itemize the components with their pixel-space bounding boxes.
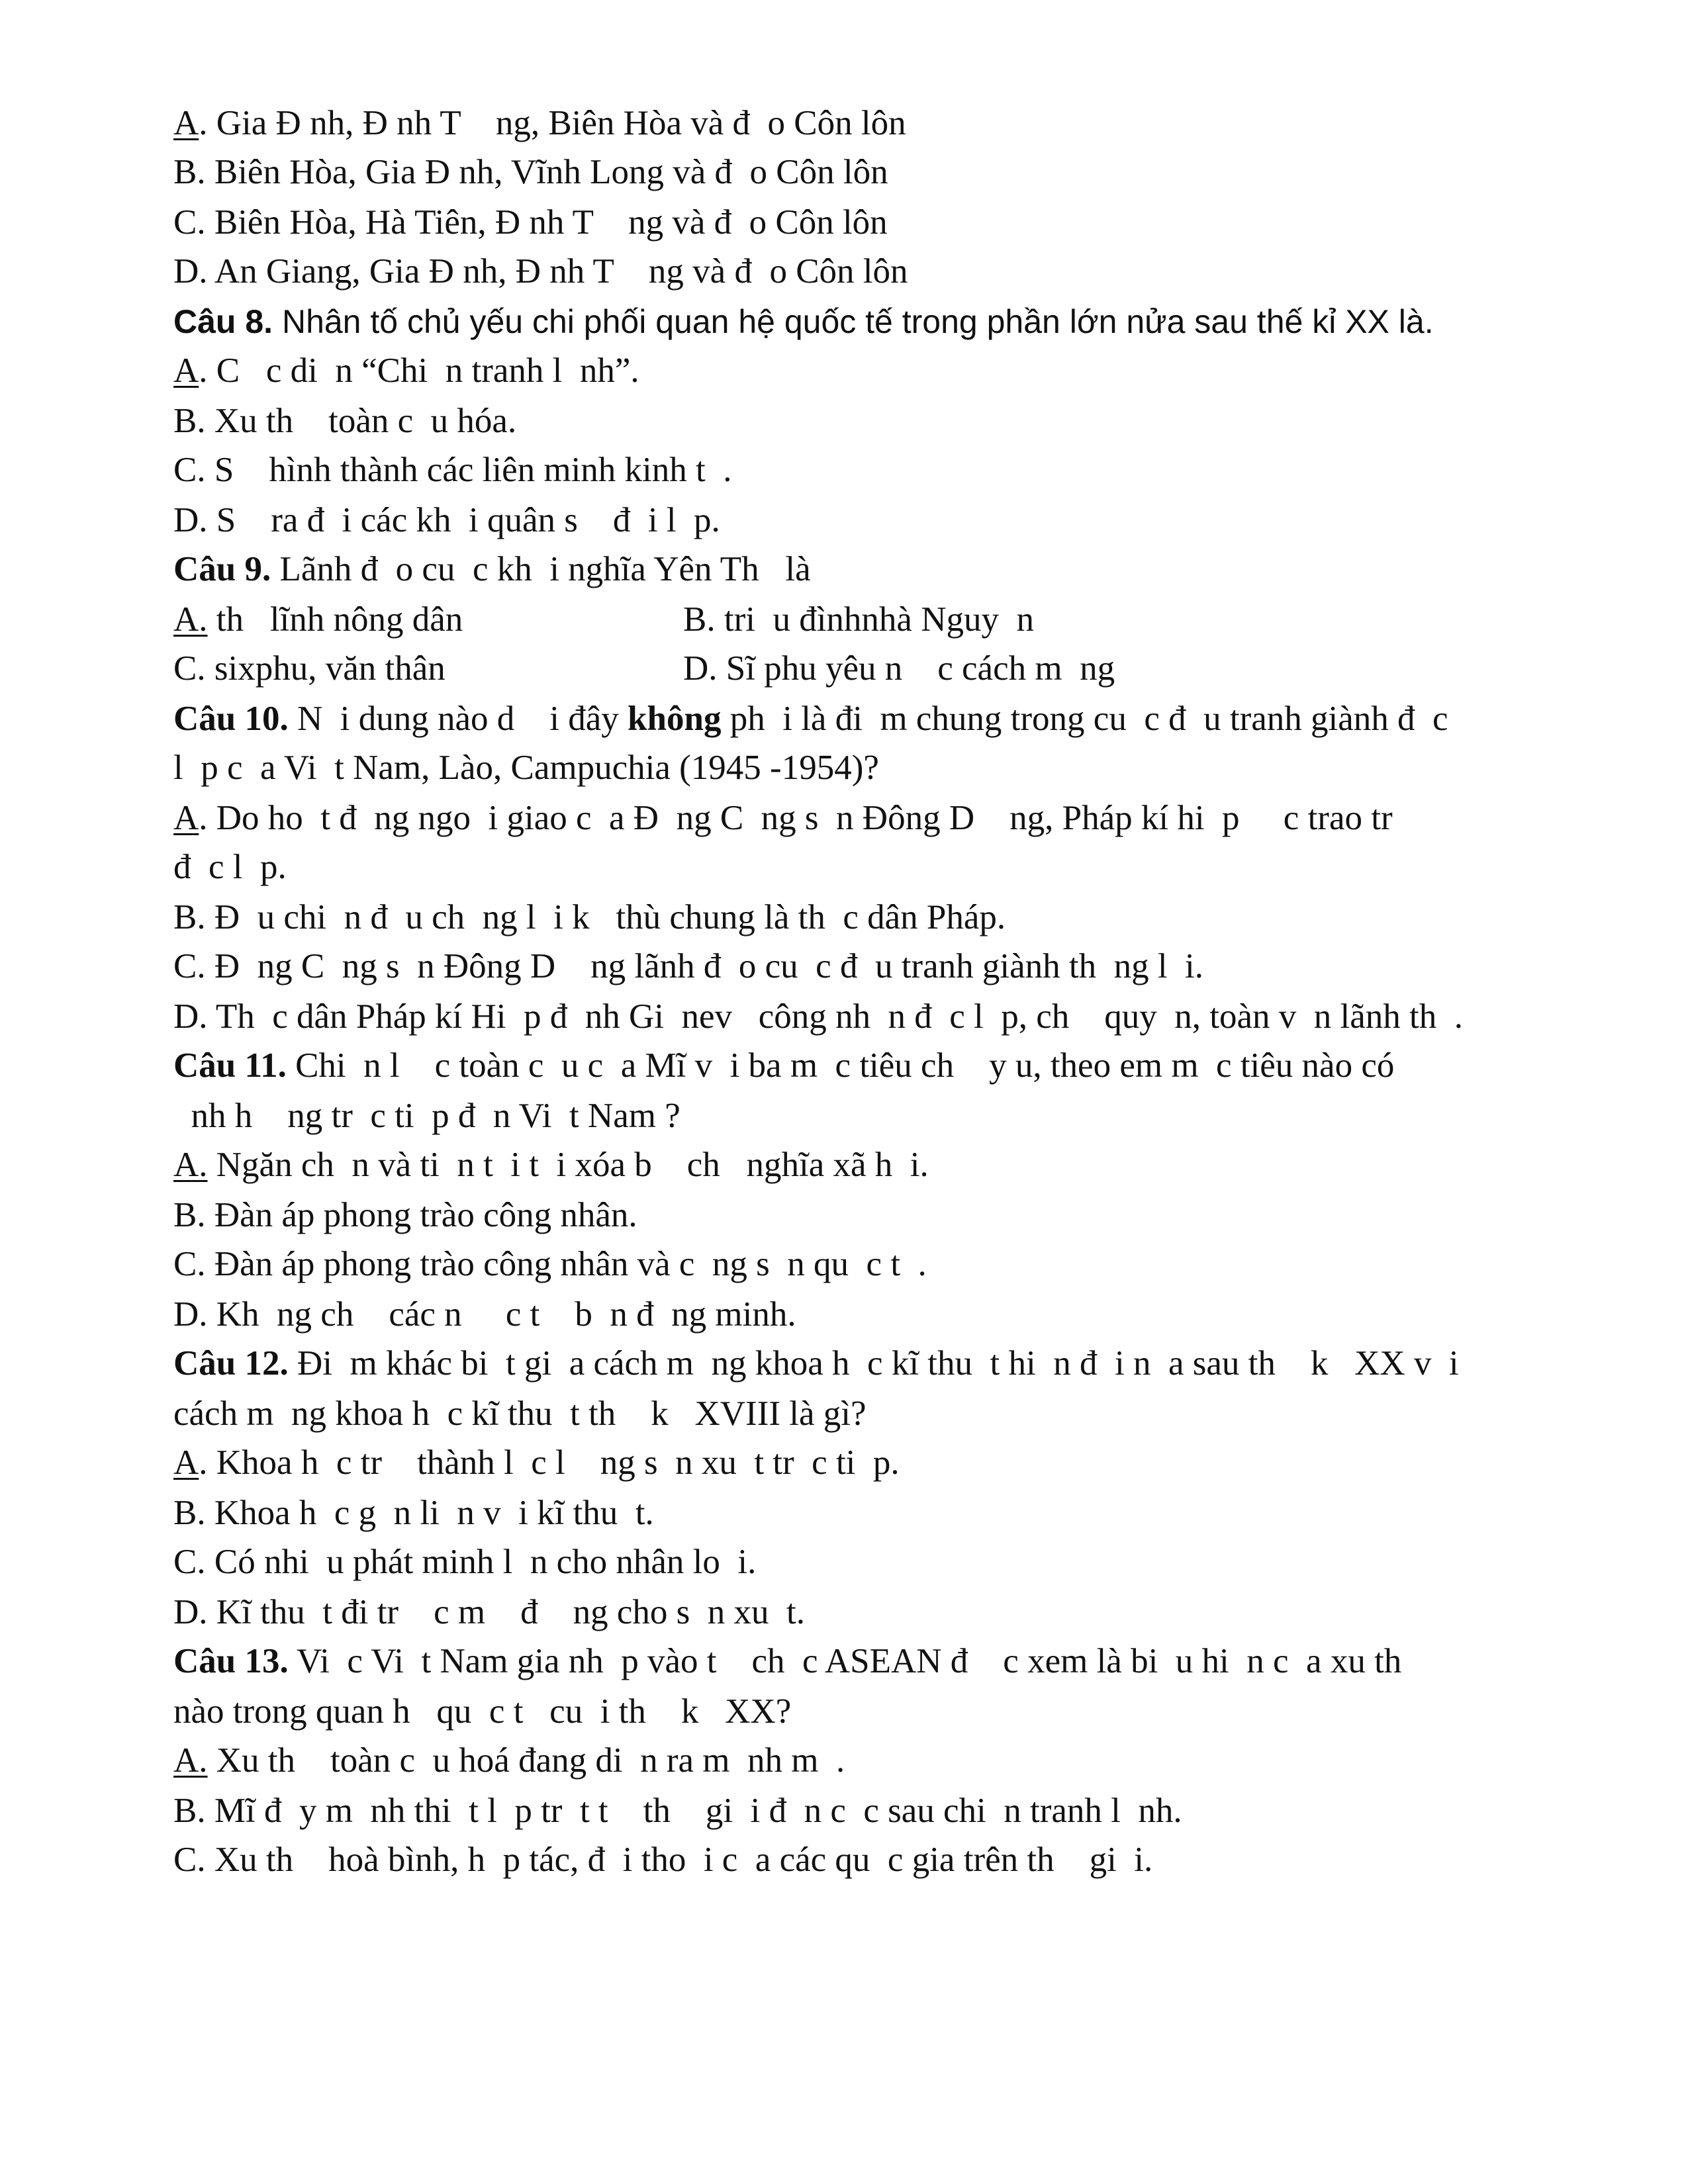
answer-line xyxy=(173,941,1650,991)
answer-text: th lĩnh nông dân xyxy=(207,600,463,639)
answer-text: B. Xu th toàn c u hóa. xyxy=(173,402,517,440)
question-text: nh h ng tr c ti p đ n Vi t Nam ? xyxy=(173,1097,680,1135)
emphasis-text: không xyxy=(628,700,722,738)
answer-key-label: A. xyxy=(173,1741,208,1780)
answer-line xyxy=(173,445,1650,495)
answer-text: đ c l p. xyxy=(173,848,287,886)
question-continuation xyxy=(173,1388,1650,1439)
answer-line xyxy=(173,495,1650,545)
question-10 xyxy=(173,694,1650,744)
answer-text: Xu th toàn c u hoá đang di n ra m nh m . xyxy=(207,1741,845,1780)
answer-text: C. Đ ng C ng s n Đông D ng lãnh đ o cu c đ u tranh giành th ng l i. xyxy=(173,947,1204,985)
answer-continuation xyxy=(173,842,1650,892)
question-number: Câu 10. xyxy=(173,700,289,738)
question-continuation xyxy=(173,1091,1650,1141)
answer-line xyxy=(173,892,1650,942)
answer-text: . Do ho t đ ng ngo i giao c a Đ ng C ng s n Đông D ng, Pháp kí hi p c trao tr xyxy=(199,799,1393,837)
answer-text: . C c di n “Chi n tranh l nh”. xyxy=(199,351,639,390)
question-12 xyxy=(173,1338,1650,1388)
answer-key-label: A. xyxy=(173,600,208,639)
answer-text: C. Xu th hoà bình, h p tác, đ i tho i c a các qu c gia trên th gi i. xyxy=(173,1841,1153,1879)
question-11 xyxy=(173,1040,1650,1091)
answer-key-label: A xyxy=(173,799,199,837)
question-continuation xyxy=(173,1686,1650,1737)
question-text: nào trong quan h qu c t cu i th k XX? xyxy=(173,1692,792,1731)
answer-line xyxy=(173,1289,1650,1340)
answer-text: C. Biên Hòa, Hà Tiên, Đ nh T ng và đ o Côn lôn xyxy=(173,203,888,242)
answer-line xyxy=(173,1835,1650,1885)
answer-line xyxy=(173,1735,1650,1786)
answer-text: B. Mĩ đ y m nh thi t l p tr t t th gi i đ n c c sau chi n tranh l nh. xyxy=(173,1792,1182,1830)
answer-line xyxy=(173,1437,1650,1488)
answer-row xyxy=(173,643,1650,694)
answer-text: C. sixphu, văn thân xyxy=(173,649,445,688)
answer-key-label: A xyxy=(173,104,199,142)
question-text: Vi c Vi t Nam gia nh p vào t ch c ASEAN đ c xem là bi u hi n c a xu th xyxy=(288,1642,1402,1680)
answer-text: D. Th c dân Pháp kí Hi p đ nh Gi nev công nh n đ c l p, ch quy n, toàn v n lãnh th . xyxy=(173,997,1464,1036)
answer-text: D. Sĩ phu yêu n c cách m ng xyxy=(683,649,1115,688)
answer-key-label: A xyxy=(173,1443,199,1482)
answer-text: D. Kĩ thu t đi tr c m đ ng cho s n xu t. xyxy=(173,1593,805,1631)
answer-text: B. tri u đìnhnhà Nguy n xyxy=(683,600,1034,639)
answer-line xyxy=(173,98,1650,148)
answer-key-label: A. xyxy=(173,1146,208,1184)
question-number: Câu 9. xyxy=(173,550,271,588)
question-number: Câu 11. xyxy=(173,1046,287,1085)
answer-row xyxy=(173,594,1650,645)
question-text: ph i là đi m chung trong cu c đ u tranh giành đ c xyxy=(721,700,1448,738)
answer-text: C. Đàn áp phong trào công nhân và c ng s n qu c t . xyxy=(173,1245,927,1283)
answer-line xyxy=(173,396,1650,446)
question-text: Chi n l c toàn c u c a Mĩ v i ba m c tiêu ch y u, theo em m c tiêu nào có xyxy=(286,1046,1395,1085)
answer-line xyxy=(173,1190,1650,1240)
answer-text: B. Biên Hòa, Gia Đ nh, Vĩnh Long và đ o Côn lôn xyxy=(173,153,888,191)
question-13 xyxy=(173,1636,1650,1686)
answer-text: D. S ra đ i các kh i quân s đ i l p. xyxy=(173,501,720,539)
question-continuation xyxy=(173,743,1650,793)
question-number: Câu 8. xyxy=(173,303,273,340)
answer-text: . Gia Đ nh, Đ nh T ng, Biên Hòa và đ o Côn lôn xyxy=(199,104,906,142)
answer-line xyxy=(173,345,1650,396)
answer-key-label: A xyxy=(173,351,199,390)
answer-line xyxy=(173,1239,1650,1289)
answer-line xyxy=(173,1488,1650,1538)
question-number: Câu 12. xyxy=(173,1344,289,1383)
answer-line xyxy=(173,1140,1650,1190)
answer-text: . Khoa h c tr thành l c l ng s n xu t tr c ti p. xyxy=(199,1443,900,1482)
question-8 xyxy=(173,296,1650,347)
answer-line xyxy=(173,1786,1650,1836)
answer-line xyxy=(173,1587,1650,1637)
question-9 xyxy=(173,544,1650,594)
answer-line xyxy=(173,197,1650,248)
answer-line xyxy=(173,991,1650,1042)
question-text: Nhân tố chủ yếu chi phối quan hệ quốc tế trong phần lớn nửa sau thế kỉ XX là. xyxy=(273,303,1434,340)
question-text: N i dung nào d i đây xyxy=(288,700,628,738)
question-text: l p c a Vi t Nam, Lào, Campuchia (1945 -1954)? xyxy=(173,749,879,787)
question-text: Đi m khác bi t gi a cách m ng khoa h c kĩ thu t hi n đ i n a sau th k XX v i xyxy=(288,1344,1459,1383)
question-text: Lãnh đ o cu c kh i nghĩa Yên Th là xyxy=(271,550,811,588)
answer-text: C. S hình thành các liên minh kinh t . xyxy=(173,451,732,489)
answer-text: Ngăn ch n và ti n t i t i xóa b ch nghĩa xã h i. xyxy=(207,1146,929,1184)
answer-line xyxy=(173,793,1650,843)
answer-text: C. Có nhi u phát minh l n cho nhân lo i. xyxy=(173,1543,757,1581)
answer-text: B. Khoa h c g n li n v i kĩ thu t. xyxy=(173,1494,654,1532)
answer-line xyxy=(173,1537,1650,1587)
answer-line xyxy=(173,246,1650,296)
answer-text: B. Đ u chi n đ u ch ng l i k thù chung là th c dân Pháp. xyxy=(173,898,1006,936)
answer-text: D. Kh ng ch các n c t b n đ ng minh. xyxy=(173,1295,796,1334)
answer-line xyxy=(173,147,1650,197)
answer-text: B. Đàn áp phong trào công nhân. xyxy=(173,1196,637,1234)
question-number: Câu 13. xyxy=(173,1642,289,1680)
answer-text: D. An Giang, Gia Đ nh, Đ nh T ng và đ o Côn lôn xyxy=(173,252,908,291)
question-text: cách m ng khoa h c kĩ thu t th k XVIII là gì? xyxy=(173,1394,867,1433)
